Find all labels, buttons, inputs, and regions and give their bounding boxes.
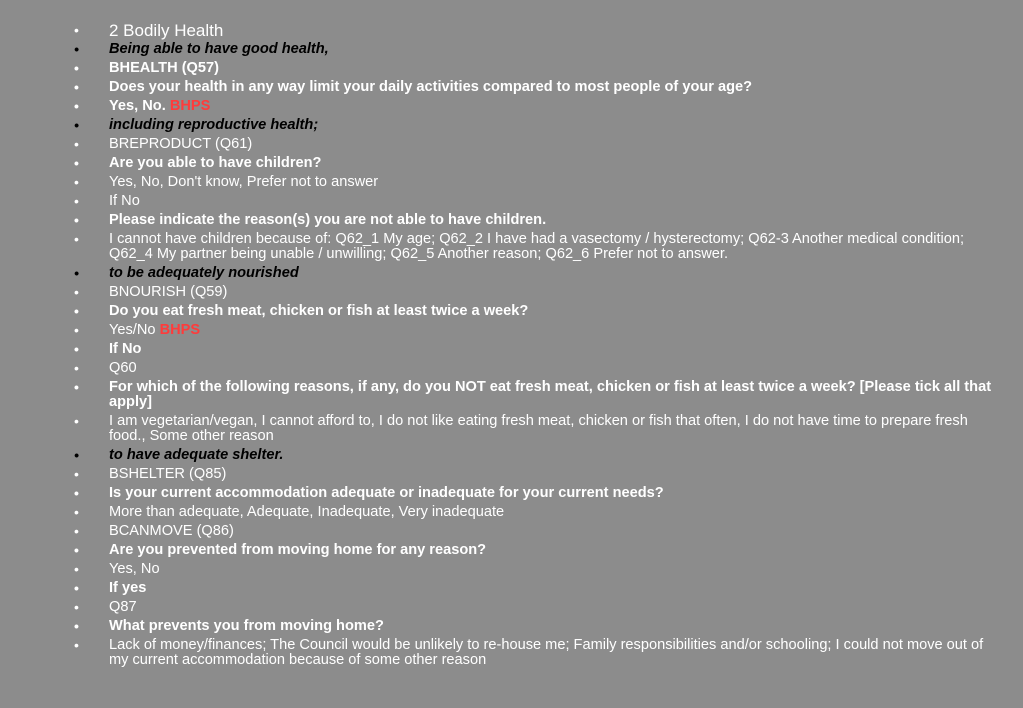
answers-children-reasons: • I cannot have children because of: Q62_1 My age; Q62_2 I have had a vasectomy / hysterectomy; Q62-3 Another medical condition; Q62_4 My partner being unable / unwilling; Q62_5 Another reason; Q62_6 Prefer not to answer. [109,232,1005,262]
answers-meat-reasons: • I am vegetarian/vegan, I cannot afford to, I do not like eating fresh meat, chicken or fish that often, I do not have time to prepare fresh food., Some other reason [109,414,1005,444]
question-what-prevents: • What prevents you from moving home? [109,619,1005,634]
capability-heading-shelter: • to have adequate shelter. [109,448,1005,463]
answers-fresh-meat: • Yes/No BHPS [109,323,1005,338]
answers-health-limit: • Yes, No. BHPS [109,99,1005,114]
variable-breproduct: • BREPRODUCT (Q61) [109,137,1005,152]
question-have-children: • Are you able to have children? [109,156,1005,171]
variable-bnourish: • BNOURISH (Q59) [109,285,1005,300]
capability-heading-health: • Being able to have good health, [109,42,1005,57]
section-title: • 2 Bodily Health [109,21,1005,40]
condition-if-no: • If No [109,194,1005,209]
variable-q60: • Q60 [109,361,1005,376]
question-health-limit: • Does your health in any way limit your daily activities compared to most people of your age? [109,80,1005,95]
answers-what-prevents: • Lack of money/finances; The Council would be unlikely to re-house me; Family responsibilities and/or schooling; I could not move out of my current accommodation because of some other reason [109,638,1005,668]
bhps-tag: BHPS [159,322,201,338]
variable-bhealth: • BHEALTH (Q57) [109,61,1005,76]
variable-bshelter: • BSHELTER (Q85) [109,467,1005,482]
question-fresh-meat: • Do you eat fresh meat, chicken or fish at least twice a week? [109,304,1005,319]
variable-bcanmove: • BCANMOVE (Q86) [109,524,1005,539]
bhps-tag: BHPS [169,98,211,114]
answers-prevented-moving: • Yes, No [109,562,1005,577]
answers-have-children: • Yes, No, Don't know, Prefer not to answer [109,175,1005,190]
capability-heading-reproductive: • including reproductive health; [109,118,1005,133]
capability-heading-nourished: • to be adequately nourished [109,266,1005,281]
answers-accommodation: • More than adequate, Adequate, Inadequate, Very inadequate [109,505,1005,520]
bullet-list [0,21,1023,668]
variable-q87: • Q87 [109,600,1005,615]
condition-if-no: • If No [109,342,1005,357]
question-prevented-moving: • Are you prevented from moving home for any reason? [109,543,1005,558]
condition-if-yes: • If yes [109,581,1005,596]
question-accommodation: • Is your current accommodation adequate or inadequate for your current needs? [109,486,1005,501]
question-meat-reasons: • For which of the following reasons, if any, do you NOT eat fresh meat, chicken or fish at least twice a week? [Please tick all that apply] [109,380,1005,410]
question-children-reasons: • Please indicate the reason(s) you are not able to have children. [109,213,1005,228]
